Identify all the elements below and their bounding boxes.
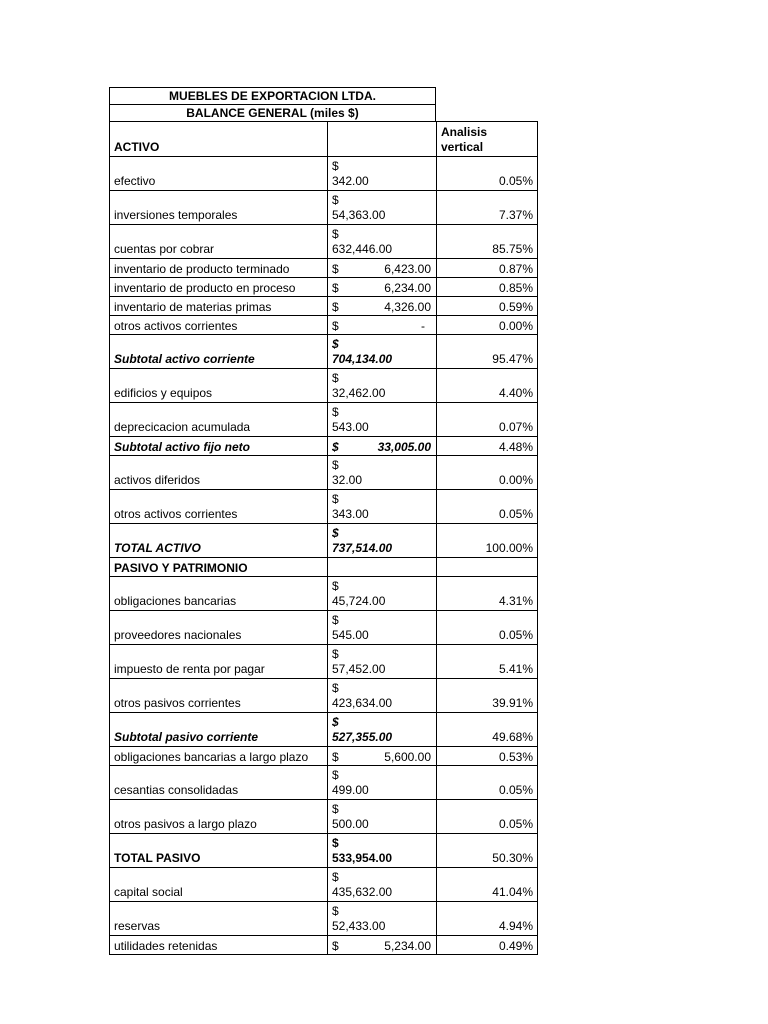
row-percentage <box>437 558 538 577</box>
table-row <box>110 558 538 577</box>
row-percentage: 7.37% <box>437 191 538 225</box>
table-row <box>110 403 538 437</box>
amount-value: 342.00 <box>332 174 369 188</box>
table-row <box>110 713 538 747</box>
row-amount <box>328 437 437 456</box>
currency-symbol: $ <box>332 802 339 816</box>
empty-cell <box>328 122 437 157</box>
table-row <box>110 437 538 456</box>
table-row <box>110 611 538 645</box>
currency-symbol: $ <box>332 939 339 953</box>
amount-value: 52,433.00 <box>332 919 386 933</box>
currency-symbol: $ <box>332 681 339 695</box>
amount-value: 499.00 <box>332 783 369 797</box>
row-percentage: 0.53% <box>437 747 538 766</box>
row-percentage: 49.68% <box>437 713 538 747</box>
row-amount <box>328 225 437 259</box>
amount-value: 533,954.00 <box>332 851 393 865</box>
row-percentage: 85.75% <box>437 225 538 259</box>
row-percentage: 0.49% <box>437 936 538 955</box>
row-percentage: 0.05% <box>437 766 538 800</box>
row-percentage: 50.30% <box>437 834 538 868</box>
amount-value: 5,600.00 <box>384 750 431 764</box>
currency-symbol: $ <box>332 715 339 729</box>
row-label: otros pasivos a largo plazo <box>110 800 328 834</box>
table-row <box>110 191 538 225</box>
row-amount <box>328 403 437 437</box>
amount-value: 45,724.00 <box>332 594 386 608</box>
row-percentage: 0.87% <box>437 259 538 278</box>
amount-value: 423,634.00 <box>332 696 393 710</box>
row-label: Subtotal activo fijo neto <box>110 437 328 456</box>
row-amount <box>328 679 437 713</box>
row-amount <box>328 490 437 524</box>
row-label: obligaciones bancarias <box>110 577 328 611</box>
row-label: otros activos corrientes <box>110 490 328 524</box>
row-label: otros pasivos corrientes <box>110 679 328 713</box>
table-row <box>110 157 538 191</box>
table-header-row <box>110 122 538 157</box>
balance-table <box>109 121 538 955</box>
row-percentage: 0.07% <box>437 403 538 437</box>
row-amount <box>328 936 437 955</box>
amount-value: 435,632.00 <box>332 885 393 899</box>
amount-value: 343.00 <box>332 507 369 521</box>
currency-symbol: $ <box>332 193 339 207</box>
row-amount <box>328 645 437 679</box>
row-label: PASIVO Y PATRIMONIO <box>110 558 328 577</box>
row-percentage: 0.05% <box>437 800 538 834</box>
row-label: capital social <box>110 868 328 902</box>
row-label: cuentas por cobrar <box>110 225 328 259</box>
row-label: activos diferidos <box>110 456 328 490</box>
amount-value: 737,514.00 <box>332 541 393 555</box>
row-percentage: 5.41% <box>437 645 538 679</box>
row-amount <box>328 713 437 747</box>
row-percentage: 0.00% <box>437 456 538 490</box>
row-amount <box>328 834 437 868</box>
row-percentage: 4.31% <box>437 577 538 611</box>
table-row <box>110 902 538 936</box>
currency-symbol: $ <box>332 613 339 627</box>
row-amount <box>328 868 437 902</box>
amount-value: 54,363.00 <box>332 208 386 222</box>
row-amount <box>328 577 437 611</box>
amount-value: 500.00 <box>332 817 369 831</box>
currency-symbol: $ <box>332 227 339 241</box>
table-row <box>110 490 538 524</box>
table-row <box>110 766 538 800</box>
table-row <box>110 456 538 490</box>
currency-symbol: $ <box>332 492 339 506</box>
currency-symbol: $ <box>332 262 339 276</box>
currency-symbol: $ <box>332 319 339 333</box>
table-row <box>110 868 538 902</box>
row-label: inversiones temporales <box>110 191 328 225</box>
row-amount <box>328 747 437 766</box>
row-label: cesantias consolidadas <box>110 766 328 800</box>
table-row <box>110 278 538 297</box>
table-row <box>110 524 538 558</box>
table-row <box>110 316 538 335</box>
row-amount <box>328 902 437 936</box>
row-label: efectivo <box>110 157 328 191</box>
row-label: obligaciones bancarias a largo plazo <box>110 747 328 766</box>
row-amount <box>328 259 437 278</box>
amount-value: 632,446.00 <box>332 242 393 256</box>
table-row <box>110 577 538 611</box>
currency-symbol: $ <box>332 405 339 419</box>
amount-value: 704,134.00 <box>332 352 393 366</box>
currency-symbol: $ <box>332 300 339 314</box>
row-percentage: 0.05% <box>437 490 538 524</box>
row-amount <box>328 456 437 490</box>
currency-symbol: $ <box>332 458 339 472</box>
row-label: Subtotal pasivo corriente <box>110 713 328 747</box>
amount-value: - <box>421 319 425 333</box>
amount-value: 4,326.00 <box>384 300 431 314</box>
analysis-header-text: Analisis vertical <box>441 125 488 154</box>
row-amount <box>328 766 437 800</box>
currency-symbol: $ <box>332 526 339 540</box>
table-row <box>110 259 538 278</box>
table-row <box>110 645 538 679</box>
row-label: edificios y equipos <box>110 369 328 403</box>
amount-value: 5,234.00 <box>384 939 431 953</box>
company-title: MUEBLES DE EXPORTACION LTDA. <box>109 87 436 104</box>
row-label: deprecicacion acumulada <box>110 403 328 437</box>
table-row <box>110 936 538 955</box>
table-row <box>110 800 538 834</box>
row-percentage: 4.48% <box>437 437 538 456</box>
row-amount <box>328 297 437 316</box>
table-row <box>110 834 538 868</box>
analysis-column-header <box>437 122 538 157</box>
table-row <box>110 225 538 259</box>
row-label: otros activos corrientes <box>110 316 328 335</box>
amount-value: 32,462.00 <box>332 386 386 400</box>
row-percentage: 0.85% <box>437 278 538 297</box>
amount-value: 32.00 <box>332 473 363 487</box>
table-row <box>110 679 538 713</box>
row-label: utilidades retenidas <box>110 936 328 955</box>
row-label: TOTAL ACTIVO <box>110 524 328 558</box>
row-label: Subtotal activo corriente <box>110 335 328 369</box>
amount-value: 57,452.00 <box>332 662 386 676</box>
currency-symbol: $ <box>332 904 339 918</box>
row-amount <box>328 524 437 558</box>
amount-value: 545.00 <box>332 628 369 642</box>
row-percentage: 4.94% <box>437 902 538 936</box>
row-amount <box>328 191 437 225</box>
row-amount <box>328 800 437 834</box>
row-amount <box>328 611 437 645</box>
amount-value: 33,005.00 <box>377 440 431 454</box>
row-label: impuesto de renta por pagar <box>110 645 328 679</box>
currency-symbol: $ <box>332 440 339 454</box>
row-label: proveedores nacionales <box>110 611 328 645</box>
currency-symbol: $ <box>332 750 339 764</box>
section-activo-label: ACTIVO <box>110 122 328 157</box>
row-label: inventario de producto en proceso <box>110 278 328 297</box>
row-amount <box>328 335 437 369</box>
row-percentage: 0.05% <box>437 611 538 645</box>
amount-value: 527,355.00 <box>332 730 393 744</box>
report-title: BALANCE GENERAL (miles $) <box>109 104 436 121</box>
balance-sheet <box>109 87 537 955</box>
row-amount <box>328 316 437 335</box>
row-label: reservas <box>110 902 328 936</box>
currency-symbol: $ <box>332 371 339 385</box>
row-percentage: 4.40% <box>437 369 538 403</box>
row-label: TOTAL PASIVO <box>110 834 328 868</box>
table-row <box>110 335 538 369</box>
row-amount <box>328 558 437 577</box>
row-label: inventario de materias primas <box>110 297 328 316</box>
currency-symbol: $ <box>332 768 339 782</box>
amount-value: 543.00 <box>332 420 369 434</box>
currency-symbol: $ <box>332 870 339 884</box>
row-percentage: 0.00% <box>437 316 538 335</box>
row-percentage: 0.05% <box>437 157 538 191</box>
amount-value: 6,234.00 <box>384 281 431 295</box>
row-label: inventario de producto terminado <box>110 259 328 278</box>
row-amount <box>328 369 437 403</box>
row-percentage: 39.91% <box>437 679 538 713</box>
row-percentage: 41.04% <box>437 868 538 902</box>
currency-symbol: $ <box>332 579 339 593</box>
currency-symbol: $ <box>332 281 339 295</box>
row-percentage: 95.47% <box>437 335 538 369</box>
currency-symbol: $ <box>332 836 339 850</box>
currency-symbol: $ <box>332 159 339 173</box>
row-percentage: 100.00% <box>437 524 538 558</box>
currency-symbol: $ <box>332 647 339 661</box>
row-amount <box>328 157 437 191</box>
table-row <box>110 369 538 403</box>
table-row <box>110 297 538 316</box>
amount-value: 6,423.00 <box>384 262 431 276</box>
row-amount <box>328 278 437 297</box>
currency-symbol: $ <box>332 337 339 351</box>
row-percentage: 0.59% <box>437 297 538 316</box>
table-row <box>110 747 538 766</box>
